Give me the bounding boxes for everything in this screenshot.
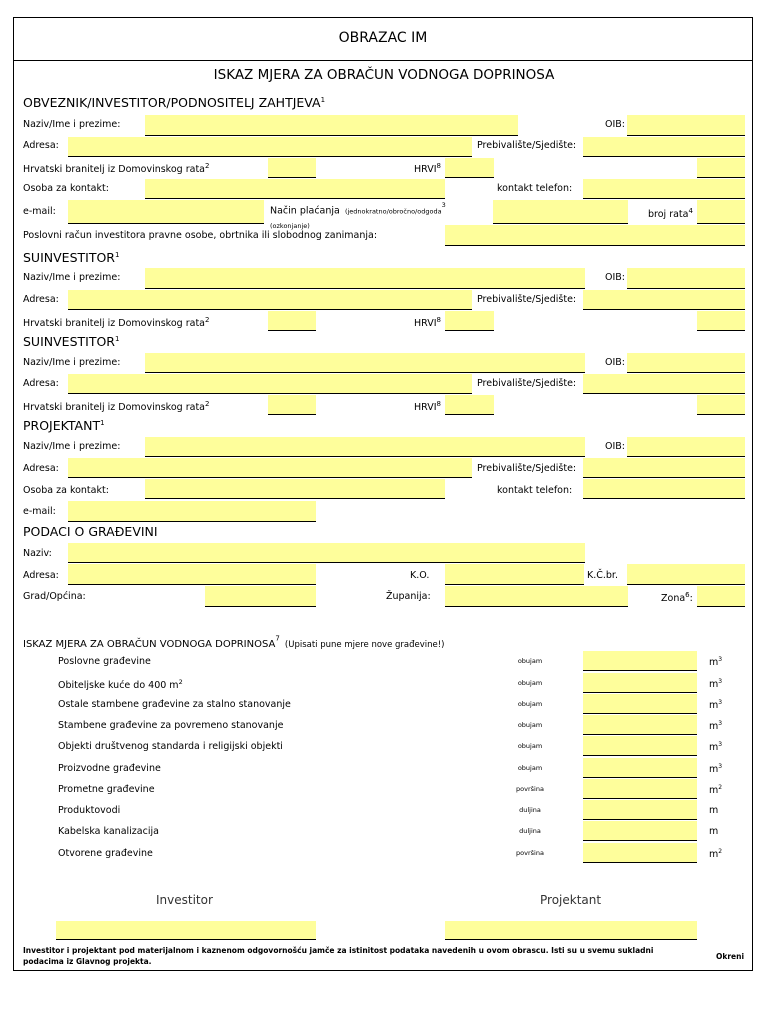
section-suinvestitor-2: SUINVESTITOR$^1$ (23, 334, 120, 349)
suinvestitor2-prebivaliste-field[interactable] (583, 374, 745, 394)
label-adresa: Adresa: (23, 294, 59, 305)
measure-label: Poslovne građevine (58, 656, 151, 667)
obveznik-branitelj-field[interactable] (268, 158, 316, 178)
gradjevina-zupanija-field[interactable] (445, 586, 628, 607)
label-prebivaliste: Prebivalište/Sjedište: (477, 463, 577, 474)
label-zupanija: Županija: (386, 591, 431, 602)
measure-label: Proizvodne građevine (58, 763, 161, 774)
nacin-placanja-field[interactable] (493, 200, 628, 224)
obveznik-naziv-field[interactable] (145, 115, 518, 136)
measure-unit: m (709, 805, 719, 816)
label-nacin-placanja: Način plaćanja (jednokratno/obročno/odgoda$^3$ (ozkonjanje) (270, 201, 446, 231)
measure-value-field[interactable] (583, 843, 697, 863)
measure-label: Stambene građevine za povremeno stanovanje (58, 720, 284, 731)
label-email: e-mail: (23, 506, 56, 517)
measure-unit: $m^3$ (709, 720, 723, 733)
projektant-adresa-field[interactable] (68, 458, 472, 478)
measure-unit: $m^3$ (709, 656, 723, 669)
label-adresa: Adresa: (23, 463, 59, 474)
measure-label: Prometne građevine (58, 784, 155, 795)
label-poslovni-racun: Poslovni račun investitora pravne osobe, obrtnika ili slobodnog zanimanja: (23, 230, 378, 241)
label-kcbr: K.Č.br. (587, 570, 618, 581)
label-oib: OIB: (605, 119, 625, 130)
label-kontakt-telefon: kontakt telefon: (497, 183, 573, 194)
poslovni-racun-field[interactable] (445, 225, 745, 246)
label-adresa: Adresa: (23, 378, 59, 389)
label-naziv-gradjevine: Naziv: (23, 548, 52, 559)
gradjevina-grad-field[interactable] (205, 586, 316, 607)
measure-type: duljina (519, 806, 541, 814)
section-projektant: PROJEKTANT$^1$ (23, 418, 105, 433)
label-prebivaliste: Prebivalište/Sjedište: (477, 140, 577, 151)
label-naziv: Naziv/Ime i prezime: (23, 119, 121, 130)
label-hrvi: HRVI$^8$ (414, 316, 441, 330)
measure-type: duljina (519, 827, 541, 835)
label-osoba: Osoba za kontakt: (23, 485, 109, 496)
measure-type: obujam (517, 700, 543, 708)
label-hrvi: HRVI$^8$ (414, 162, 441, 176)
projektant-naziv-field[interactable] (145, 437, 585, 457)
measure-unit: $m^2$ (709, 784, 723, 797)
obveznik-prebivaliste-field[interactable] (583, 137, 745, 157)
measure-label: Ostale stambene građevine za stalno stanovanje (58, 699, 291, 710)
signature-label-projektant: Projektant (540, 893, 602, 907)
measure-type: obujam (517, 764, 543, 772)
measure-value-field[interactable] (583, 821, 697, 841)
projektant-osoba-field[interactable] (145, 479, 445, 499)
label-prebivaliste: Prebivalište/Sjedište: (477, 294, 577, 305)
label-zona: Zona$^6$: (661, 591, 693, 605)
measure-value-field[interactable] (583, 779, 697, 799)
measure-label: Otvorene građevine (58, 848, 153, 859)
measure-type: obujam (517, 721, 543, 729)
label-branitelj: Hrvatski branitelj iz Domovinskog rata$^2$ (23, 162, 210, 176)
suinvestitor1-extra-field[interactable] (697, 311, 745, 331)
suinvestitor2-naziv-field[interactable] (145, 353, 585, 373)
section-iskaz-mjera: ISKAZ MJERA ZA OBRAČUN VODNOGA DOPRINOSA$^7$ (Upisati pune mjere nove građevine!) (23, 634, 445, 650)
signature-investitor-field[interactable] (56, 921, 316, 940)
measure-label: Produktovodi (58, 805, 121, 816)
label-hrvi: HRVI$^8$ (414, 400, 441, 414)
measure-label: Objekti društvenog standarda i religijski objekti (58, 741, 283, 752)
suinvestitor1-naziv-field[interactable] (145, 268, 585, 289)
measure-unit: $m^2$ (709, 848, 723, 861)
label-naziv: Naziv/Ime i prezime: (23, 357, 121, 368)
label-branitelj: Hrvatski branitelj iz Domovinskog rata$^2$ (23, 316, 210, 330)
okreni-label: Okreni (716, 952, 745, 961)
gradjevina-adresa-field[interactable] (68, 564, 316, 585)
measure-type: obujam (517, 679, 543, 687)
obveznik-hrvi-field[interactable] (445, 158, 494, 178)
projektant-telefon-field[interactable] (583, 479, 745, 499)
projektant-prebivaliste-field[interactable] (583, 458, 745, 478)
gradjevina-ko-field[interactable] (445, 564, 584, 585)
suinvestitor1-branitelj-field[interactable] (268, 311, 316, 331)
label-oib: OIB: (605, 272, 625, 283)
measure-value-field[interactable] (583, 800, 697, 820)
label-email: e-mail: (23, 206, 56, 217)
suinvestitor2-extra-field[interactable] (697, 395, 745, 415)
signature-projektant-field[interactable] (445, 921, 697, 940)
section-obveznik: OBVEZNIK/INVESTITOR/PODNOSITELJ ZAHTJEVA$^1$ (23, 95, 326, 110)
gradjevina-zona-field[interactable] (697, 586, 745, 607)
form-title: OBRAZAC IM (13, 17, 753, 61)
suinvestitor1-adresa-field[interactable] (68, 290, 472, 310)
label-oib: OIB: (605, 441, 625, 452)
suinvestitor1-hrvi-field[interactable] (445, 311, 494, 331)
label-osoba: Osoba za kontakt: (23, 183, 109, 194)
label-naziv: Naziv/Ime i prezime: (23, 441, 121, 452)
measure-value-field[interactable] (583, 694, 697, 714)
suinvestitor2-branitelj-field[interactable] (268, 395, 316, 415)
label-adresa: Adresa: (23, 570, 59, 581)
measure-type: površina (516, 849, 544, 857)
measure-value-field[interactable] (583, 736, 697, 756)
obveznik-email-field[interactable] (68, 200, 264, 224)
projektant-oib-field[interactable] (627, 437, 745, 457)
label-broj-rata: broj rata$^4$ (648, 207, 693, 221)
obveznik-telefon-field[interactable] (583, 179, 745, 199)
suinvestitor2-oib-field[interactable] (627, 353, 745, 373)
broj-rata-field[interactable] (697, 200, 745, 224)
section-suinvestitor-1: SUINVESTITOR$^1$ (23, 250, 120, 265)
measure-value-field[interactable] (583, 651, 697, 671)
projektant-email-field[interactable] (68, 501, 316, 522)
measure-unit: m (709, 826, 719, 837)
measure-label: Obiteljske kuće do 400 $m^2$ (58, 678, 183, 692)
label-branitelj: Hrvatski branitelj iz Domovinskog rata$^2$ (23, 400, 210, 414)
form-subtitle: ISKAZ MJERA ZA OBRAČUN VODNOGA DOPRINOSA (213, 67, 555, 83)
label-ko: K.O. (410, 570, 430, 581)
measure-type: obujam (517, 657, 543, 665)
label-grad: Grad/Općina: (23, 591, 86, 602)
measure-unit: $m^3$ (709, 763, 723, 776)
measure-unit: $m^3$ (709, 741, 723, 754)
measure-unit: $m^3$ (709, 699, 723, 712)
measure-label: Kabelska kanalizacija (58, 826, 159, 837)
suinvestitor2-hrvi-field[interactable] (445, 395, 494, 415)
gradjevina-kcbr-field[interactable] (627, 564, 745, 585)
label-oib: OIB: (605, 357, 625, 368)
measure-type: površina (516, 785, 544, 793)
measure-unit: $m^3$ (709, 678, 723, 691)
suinvestitor1-oib-field[interactable] (627, 268, 745, 289)
suinvestitor2-adresa-field[interactable] (68, 374, 472, 394)
label-kontakt-telefon: kontakt telefon: (497, 485, 573, 496)
section-gradjevina: PODACI O GRAĐEVINI (23, 524, 158, 539)
obveznik-osoba-field[interactable] (145, 179, 445, 199)
signature-label-investitor: Investitor (156, 893, 213, 907)
label-naziv: Naziv/Ime i prezime: (23, 272, 121, 283)
measure-value-field[interactable] (583, 758, 697, 778)
legal-note: Investitor i projektant pod materijalnom i kaznenom odgovornošću jamče za istinitost podataka navedenih u ovom obrascu. Isti su u svemu sukladni podacima iz Glavnog projekta. (23, 946, 654, 966)
suinvestitor1-prebivaliste-field[interactable] (583, 290, 745, 310)
gradjevina-naziv-field[interactable] (68, 543, 585, 563)
measure-type: obujam (517, 742, 543, 750)
label-adresa: Adresa: (23, 140, 59, 151)
obveznik-oib-field[interactable] (627, 115, 745, 136)
label-prebivaliste: Prebivalište/Sjedište: (477, 378, 577, 389)
obveznik-extra-field[interactable] (697, 158, 745, 178)
obveznik-adresa-field[interactable] (68, 137, 472, 157)
measure-value-field[interactable] (583, 673, 697, 693)
measure-value-field[interactable] (583, 715, 697, 735)
